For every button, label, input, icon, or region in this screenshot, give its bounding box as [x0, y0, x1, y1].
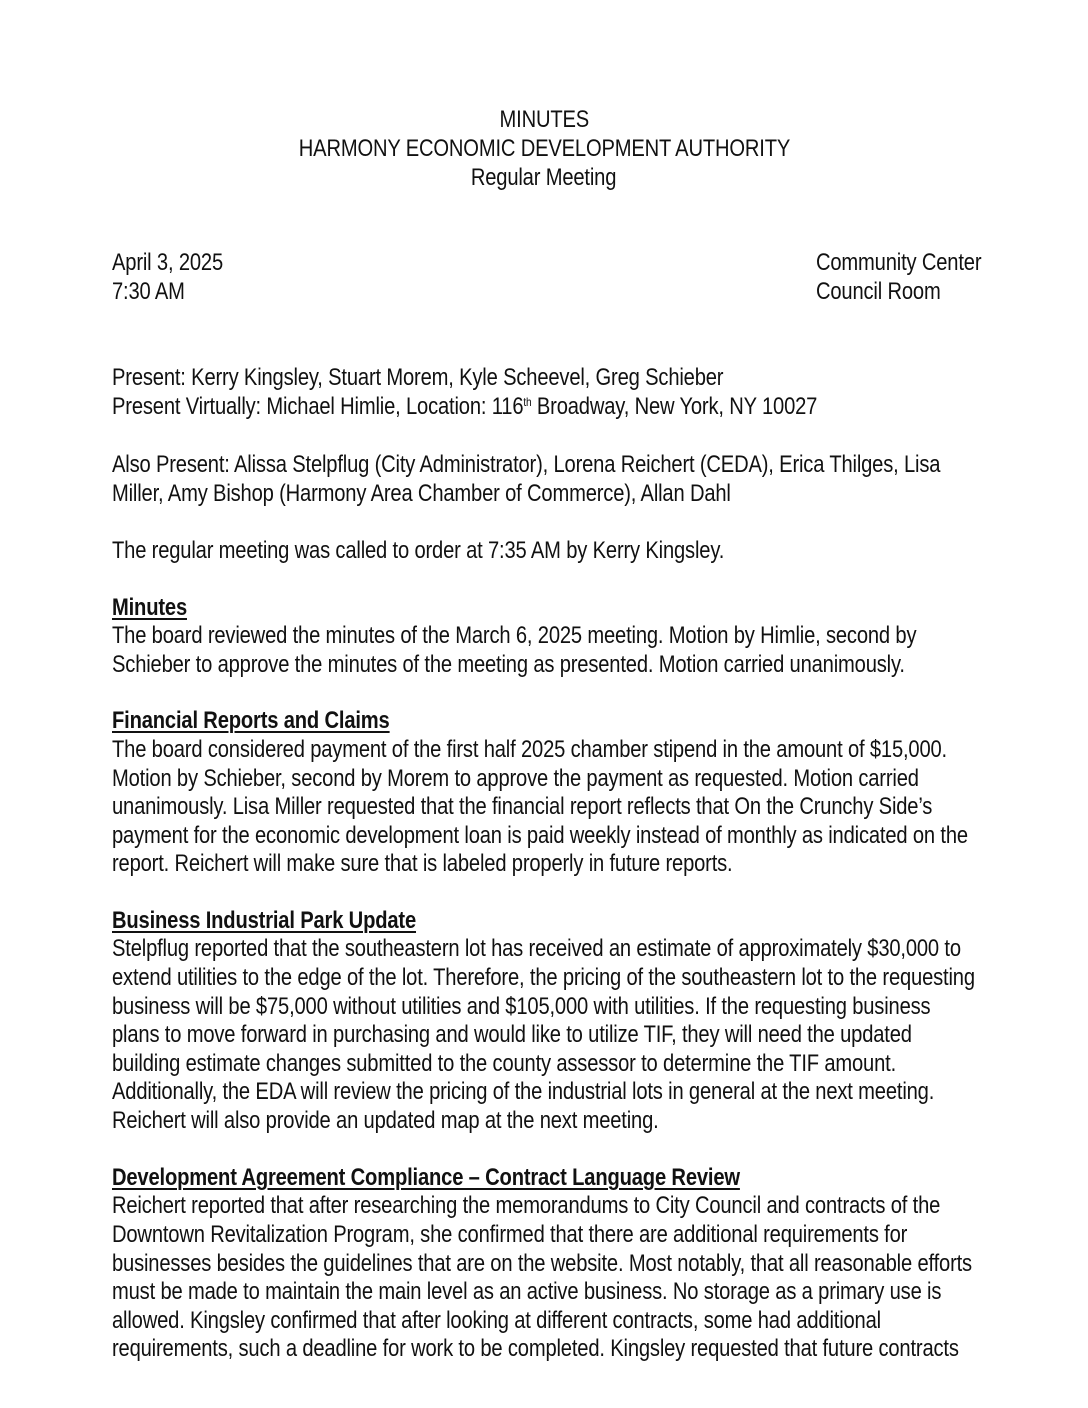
section-line: requirements, such a deadline for work to be completed. Kingsley requested that future contracts	[112, 1335, 959, 1362]
organization-name: HARMONY ECONOMIC DEVELOPMENT AUTHORITY	[298, 135, 790, 162]
call-to-order: The regular meeting was called to order at 7:35 AM by Kerry Kingsley.	[112, 537, 725, 564]
section-heading-development-agreement: Development Agreement Compliance – Contract Language Review	[112, 1164, 740, 1191]
meeting-location: Community Center	[816, 249, 982, 276]
section-line: payment for the economic development loan is paid weekly instead of monthly as indicated on the	[112, 822, 968, 849]
section-line: Reichert reported that after researching the memorandums to City Council and contracts of the	[112, 1192, 941, 1219]
meeting-date: April 3, 2025	[112, 249, 224, 276]
section-heading-industrial-park: Business Industrial Park Update	[112, 907, 417, 934]
section-line: allowed. Kingsley confirmed that after looking at different contracts, some had additional	[112, 1307, 881, 1334]
present-virtually-text: Present Virtually: Michael Himlie, Location: 116	[112, 393, 524, 420]
present-members: Present: Kerry Kingsley, Stuart Morem, Kyle Scheevel, Greg Schieber	[112, 364, 724, 391]
section-line: extend utilities to the edge of the lot. Therefore, the pricing of the southeastern lot to the requesting	[112, 964, 975, 991]
section-line: Schieber to approve the minutes of the meeting as presented. Motion carried unanimously.	[112, 651, 905, 678]
section-line: building estimate changes submitted to the county assessor to determine the TIF amount.	[112, 1050, 897, 1077]
document-title: MINUTES	[499, 106, 589, 133]
section-heading-minutes: Minutes	[112, 594, 187, 621]
section-line: businesses besides the guidelines that are on the website. Most notably, that all reasonable efforts	[112, 1250, 972, 1277]
section-line: The board considered payment of the first half 2025 chamber stipend in the amount of $15,000.	[112, 736, 947, 763]
present-virtually-location: Broadway, New York, NY 10027	[531, 393, 818, 420]
present-virtually	[112, 393, 817, 421]
also-present-line: Also Present: Alissa Stelpflug (City Administrator), Lorena Reichert (CEDA), Erica Thilges, Lisa	[112, 451, 941, 478]
also-present-line: Miller, Amy Bishop (Harmony Area Chamber of Commerce), Allan Dahl	[112, 480, 731, 507]
section-line: unanimously. Lisa Miller requested that the financial report reflects that On the Crunchy Side’s	[112, 793, 933, 820]
ordinal-suffix: th	[523, 395, 532, 409]
section-line: The board reviewed the minutes of the March 6, 2025 meeting. Motion by Himlie, second by	[112, 622, 917, 649]
section-heading-financial: Financial Reports and Claims	[112, 707, 390, 734]
section-line: business will be $75,000 without utilities and $105,000 with utilities. If the requesting business	[112, 993, 931, 1020]
section-line: Additionally, the EDA will review the pricing of the industrial lots in general at the next meeting.	[112, 1078, 935, 1105]
section-line: Reichert will also provide an updated map at the next meeting.	[112, 1107, 659, 1134]
section-line: Motion by Schieber, second by Morem to approve the payment as requested. Motion carried	[112, 765, 919, 792]
meeting-time: 7:30 AM	[112, 278, 185, 305]
section-line: report. Reichert will make sure that is labeled properly in future reports.	[112, 850, 733, 877]
section-line: must be made to maintain the main level as an active business. No storage as a primary use is	[112, 1278, 942, 1305]
section-line: Downtown Revitalization Program, she confirmed that there are additional requirements for	[112, 1221, 908, 1248]
section-line: plans to move forward in purchasing and would like to utilize TIF, they will need the updated	[112, 1021, 912, 1048]
meeting-type: Regular Meeting	[471, 164, 617, 191]
meeting-room: Council Room	[816, 278, 941, 305]
section-line: Stelpflug reported that the southeastern lot has received an estimate of approximately $30,000 to	[112, 935, 961, 962]
